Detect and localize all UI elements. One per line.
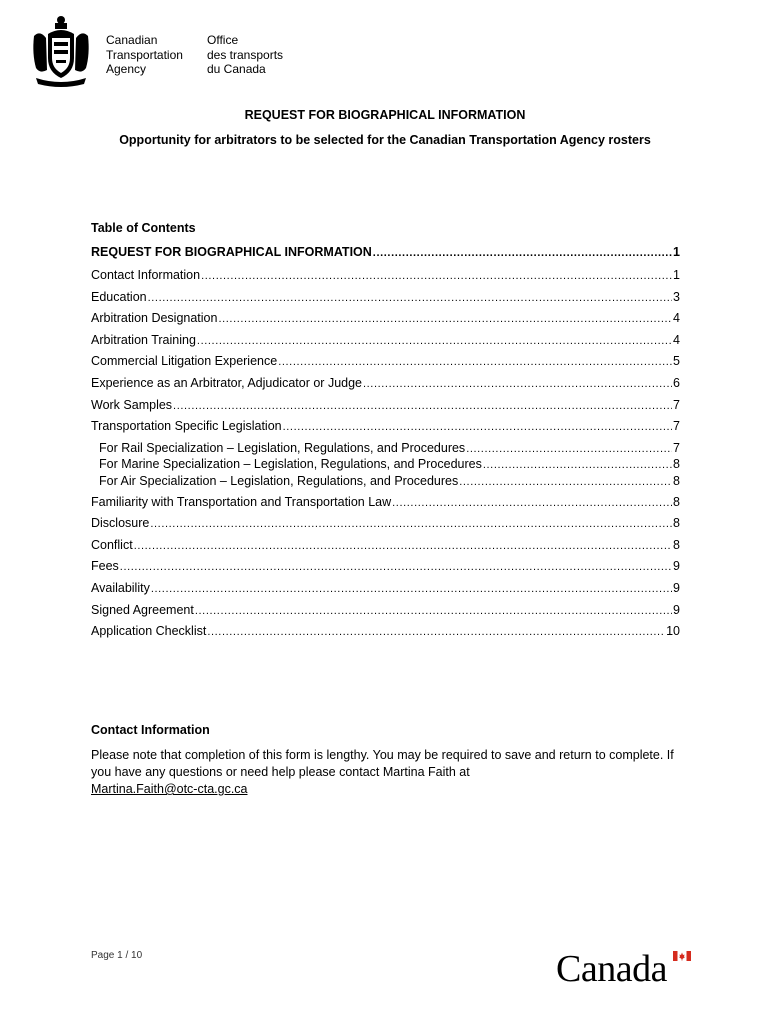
contact-information-body <box>91 747 681 798</box>
toc-entry[interactable] <box>91 311 680 333</box>
toc-entry[interactable] <box>91 581 680 603</box>
toc-entry-page: 7 <box>673 440 680 455</box>
contact-information-text: Please note that completion of this form is lengthy. You may be required to save and return to complete. If you have any questions or need help please contact Martina Faith at <box>91 748 674 779</box>
toc-dot-leader <box>201 270 672 282</box>
toc-entry-page: 1 <box>673 245 680 259</box>
toc-dot-leader <box>150 518 672 530</box>
canada-wordmark <box>556 948 691 988</box>
toc-subentry[interactable] <box>91 474 680 491</box>
toc-entry[interactable] <box>91 624 680 646</box>
toc-dot-leader <box>363 378 672 390</box>
toc-entry-label: Familiarity with Transportation and Transportation Law <box>91 494 392 509</box>
toc-heading: Table of Contents <box>91 221 196 235</box>
toc-entry-label: Fees <box>91 559 119 574</box>
toc-entry-page: 7 <box>673 397 680 412</box>
toc-entry-page: 10 <box>666 624 680 639</box>
toc-dot-leader <box>195 605 672 617</box>
toc-entry-label: Transportation Specific Legislation <box>91 419 282 434</box>
contact-email-link[interactable]: Martina.Faith@otc-cta.gc.ca <box>91 782 248 796</box>
toc-entry[interactable] <box>91 398 680 420</box>
toc-entry-page: 8 <box>673 516 680 531</box>
toc-entry-label: For Air Specialization – Legislation, Regulations, and Procedures <box>99 473 459 488</box>
toc-dot-leader <box>148 292 672 304</box>
toc-entry-label: Conflict <box>91 537 133 552</box>
toc-dot-leader <box>459 476 672 488</box>
toc-entry-page: 8 <box>673 494 680 509</box>
toc-dot-leader <box>197 335 672 347</box>
toc-entry-page: 8 <box>673 473 680 488</box>
toc-dot-leader <box>218 313 672 325</box>
document-subtitle: Opportunity for arbitrators to be selected for the Canadian Transportation Agency rosters <box>119 133 651 147</box>
toc-entry-page: 6 <box>673 375 680 390</box>
toc-entry[interactable] <box>91 538 680 560</box>
toc-entry-page: 1 <box>673 268 680 282</box>
toc-entry-label: For Rail Specialization – Legislation, Regulations, and Procedures <box>99 440 466 455</box>
toc-entry-label: Education <box>91 289 147 304</box>
toc-entry-label: REQUEST FOR BIOGRAPHICAL INFORMATION <box>91 245 372 259</box>
toc-entry[interactable] <box>91 559 680 581</box>
toc-entry-label: Contact Information <box>91 268 201 282</box>
canada-flag-icon <box>673 951 691 961</box>
toc-entry-page: 9 <box>673 602 680 617</box>
toc-entry[interactable] <box>91 245 680 268</box>
toc-dot-leader <box>134 540 672 552</box>
table-of-contents <box>91 245 680 646</box>
toc-entry[interactable] <box>91 376 680 398</box>
toc-entry-page: 7 <box>673 419 680 434</box>
toc-dot-leader <box>207 626 665 638</box>
toc-subentry[interactable] <box>91 441 680 458</box>
toc-entry[interactable] <box>91 333 680 355</box>
toc-entry-label: Signed Agreement <box>91 602 194 617</box>
toc-entry[interactable] <box>91 354 680 376</box>
toc-dot-leader <box>392 497 672 509</box>
toc-entry-page: 8 <box>673 457 680 472</box>
agency-name-french: Office des transports du Canada <box>207 33 284 76</box>
document-title: REQUEST FOR BIOGRAPHICAL INFORMATION <box>244 108 526 122</box>
toc-dot-leader <box>151 583 672 595</box>
toc-entry[interactable] <box>91 516 680 538</box>
toc-entry-page: 9 <box>673 580 680 595</box>
coat-of-arms-icon <box>30 14 92 90</box>
toc-dot-leader <box>173 400 672 412</box>
toc-entry[interactable] <box>91 603 680 625</box>
agency-name-english: Canadian Transportation Agency <box>106 33 183 76</box>
toc-entry[interactable] <box>91 419 680 441</box>
toc-dot-leader <box>278 356 672 368</box>
toc-entry-page: 3 <box>673 289 680 304</box>
canada-wordmark-text: Canada <box>556 948 667 990</box>
toc-entry-page: 4 <box>673 332 680 347</box>
toc-entry-page: 4 <box>673 311 680 326</box>
toc-entry-label: Work Samples <box>91 397 173 412</box>
toc-dot-leader <box>283 421 672 433</box>
toc-dot-leader <box>483 459 672 471</box>
toc-entry-page: 9 <box>673 559 680 574</box>
toc-entry-label: Arbitration Training <box>91 332 196 347</box>
toc-subentry[interactable] <box>91 457 680 474</box>
toc-entry-label: For Marine Specialization – Legislation, Regulations, and Procedures <box>99 457 482 472</box>
toc-entry[interactable] <box>91 268 680 290</box>
toc-entry-page: 8 <box>673 537 680 552</box>
toc-dot-leader <box>466 443 672 455</box>
toc-dot-leader <box>373 247 672 259</box>
contact-information-heading: Contact Information <box>91 723 210 737</box>
toc-entry-page: 5 <box>673 354 680 369</box>
letterhead <box>30 14 330 94</box>
page-indicator: Page 1 / 10 <box>91 950 143 961</box>
toc-entry-label: Application Checklist <box>91 624 207 639</box>
toc-dot-leader <box>120 561 672 573</box>
toc-entry-label: Arbitration Designation <box>91 311 218 326</box>
toc-entry[interactable] <box>91 495 680 517</box>
toc-entry-label: Disclosure <box>91 516 150 531</box>
toc-entry[interactable] <box>91 290 680 312</box>
toc-entry-label: Experience as an Arbitrator, Adjudicator or Judge <box>91 375 362 390</box>
toc-entry-label: Commercial Litigation Experience <box>91 354 278 369</box>
toc-entry-label: Availability <box>91 580 150 595</box>
